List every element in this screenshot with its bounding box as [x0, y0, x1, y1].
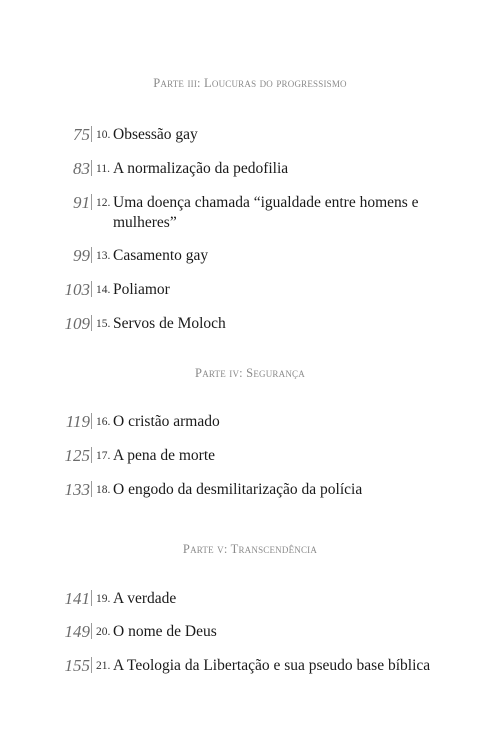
chapter-number: 14. — [96, 284, 111, 296]
toc-entry[interactable] — [0, 124, 500, 146]
chapter-number: 15. — [96, 318, 111, 330]
chapter-number: 18. — [96, 484, 111, 496]
part-heading-iv: Parte iv: Segurança — [195, 366, 305, 380]
part-heading-iii: Parte iii: Loucuras do progressismo — [153, 76, 347, 90]
toc-entry[interactable] — [0, 158, 500, 180]
chapter-title: Obsessão gay — [113, 126, 198, 143]
page-number: 125 — [64, 446, 90, 465]
toc-entry[interactable] — [0, 192, 500, 231]
chapter-number: 10. — [96, 129, 111, 141]
part-heading-v: Parte v: Transcendência — [182, 542, 318, 556]
chapter-number: 12. — [96, 197, 111, 209]
divider-line — [91, 623, 92, 639]
chapter-title: O cristão armado — [113, 413, 220, 430]
divider-line — [91, 447, 92, 463]
divider-line — [91, 315, 92, 331]
chapter-number: 17. — [96, 450, 111, 462]
chapter-number: 19. — [96, 593, 111, 605]
chapter-title: Casamento gay — [113, 247, 209, 264]
chapter-title: A pena de morte — [113, 447, 216, 464]
chapter-title: O engodo da desmilitarização da polícia — [113, 481, 363, 498]
page-number: 75 — [73, 125, 90, 144]
page-number: 109 — [64, 314, 90, 333]
page-number: 133 — [64, 480, 90, 499]
chapter-title: Servos de Moloch — [113, 315, 226, 332]
divider-line — [91, 413, 92, 429]
divider-line — [91, 481, 92, 497]
page-number: 91 — [73, 193, 90, 212]
divider-line — [91, 657, 92, 673]
chapter-number: 11. — [96, 163, 110, 175]
divider-line — [91, 281, 92, 297]
toc-entry[interactable] — [0, 479, 500, 501]
page-number: 149 — [64, 622, 90, 641]
chapter-title: A verdade — [113, 590, 177, 607]
chapter-number: 13. — [96, 250, 111, 262]
page-number: 119 — [65, 412, 90, 431]
page-number: 83 — [73, 159, 90, 178]
toc-entry[interactable] — [0, 588, 500, 610]
toc-entry[interactable] — [0, 655, 500, 677]
page-number: 155 — [64, 656, 90, 675]
chapter-number: 21. — [96, 660, 111, 672]
chapter-title: O nome de Deus — [113, 623, 217, 640]
chapter-title: A normalização da pedofilia — [113, 160, 289, 177]
toc-entry[interactable] — [0, 245, 500, 267]
chapter-number: 20. — [96, 626, 111, 638]
page-number: 103 — [64, 280, 90, 299]
toc-entry[interactable] — [0, 411, 500, 433]
chapter-title: Poliamor — [113, 281, 170, 298]
page-number: 99 — [73, 246, 90, 265]
toc-entry[interactable] — [0, 445, 500, 467]
chapter-number: 16. — [96, 416, 111, 428]
divider-line — [91, 590, 92, 606]
toc-entry[interactable] — [0, 621, 500, 643]
divider-line — [91, 194, 92, 210]
divider-line — [91, 247, 92, 263]
divider-line — [91, 160, 92, 176]
chapter-title: A Teologia da Libertação e sua pseudo base bíblica — [113, 657, 431, 674]
toc-entry[interactable] — [0, 313, 500, 335]
page-number: 141 — [64, 589, 90, 608]
divider-line — [91, 126, 92, 142]
chapter-title: Uma doença chamada “igualdade entre homens e mulheres” — [113, 194, 419, 231]
toc-entry[interactable] — [0, 279, 500, 301]
